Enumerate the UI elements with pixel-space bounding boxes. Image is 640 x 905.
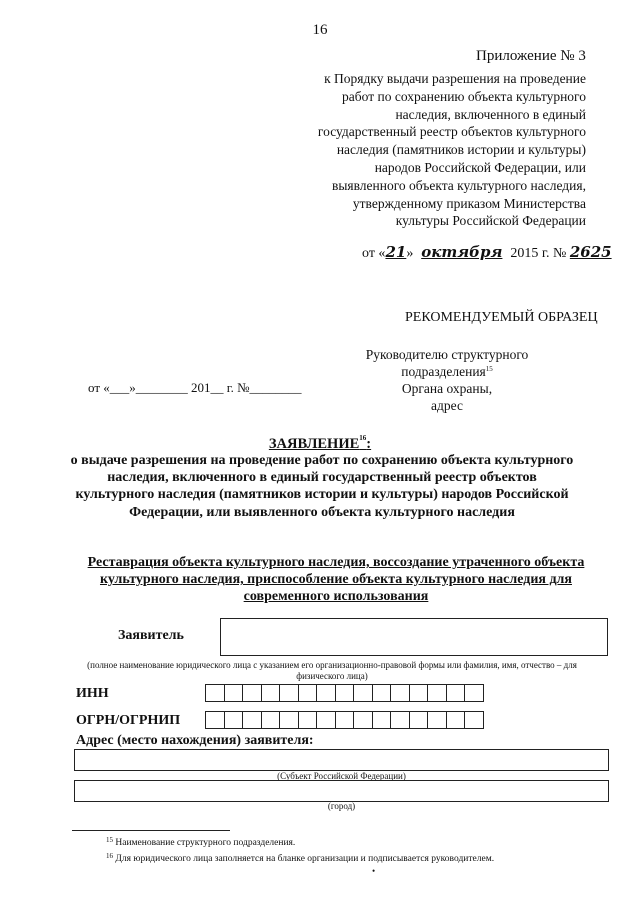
addressee-line2: подразделения: [401, 364, 486, 379]
inn-cell[interactable]: [224, 684, 244, 702]
footnote-ref-16: 16: [359, 434, 367, 442]
order-year-text: 2015 г. №: [510, 246, 567, 261]
ogrn-cell[interactable]: [372, 711, 392, 729]
footnote-ref-15: 15: [485, 365, 493, 373]
inn-cell[interactable]: [372, 684, 392, 702]
page-number: 16: [312, 22, 328, 38]
ogrn-cell[interactable]: [427, 711, 447, 729]
ogrn-cell[interactable]: [390, 711, 410, 729]
statement-title: ЗАЯВЛЕНИЕ$^{16}$:: [268, 434, 372, 452]
inn-cell[interactable]: [446, 684, 466, 702]
addressee-line4: адрес: [431, 398, 463, 413]
appendix-text: к Порядку выдачи разрешения на проведение работ по сохранению объекта культурного наследия, включенного в единый государственный реестр объектов культурного наследия (памятников истории и культуры) народов Российской Федерации, или выявленного объекта культурного наследия, утвержденному приказом Министерства культуры Российской Федерации: [317, 71, 586, 229]
footnote-15: $^{15}$ Наименование структурного подразделения.: [106, 836, 296, 848]
recommended-sample-label: РЕКОМЕНДУЕМЫЙ ОБРАЗЕЦ: [405, 310, 598, 325]
addressee-line1: Руководителю структурного: [365, 347, 529, 362]
inn-cell[interactable]: [353, 684, 373, 702]
addressee-line3: Органа охраны,: [401, 381, 493, 396]
inn-cell[interactable]: [409, 684, 429, 702]
ogrn-cell[interactable]: [242, 711, 262, 729]
from-date-line: от «___»________ 201__ г. №________: [88, 380, 302, 395]
footnote-16: $^{16}$ Для юридического лица заполняется на бланке организации и подписывается руководителем.: [106, 852, 495, 864]
page-mark-dot: •: [372, 866, 376, 876]
order-quote-close: »: [406, 246, 414, 261]
ogrn-cell[interactable]: [279, 711, 299, 729]
ogrn-cell[interactable]: [335, 711, 355, 729]
ogrn-label: ОГРН/ОГРНИП: [76, 713, 181, 728]
subject-field[interactable]: [74, 749, 609, 771]
inn-cell[interactable]: [427, 684, 447, 702]
inn-field[interactable]: [205, 684, 483, 702]
subject-hint: (Субъект Российской Федерации): [277, 771, 406, 781]
inn-cell[interactable]: [390, 684, 410, 702]
city-hint: (город): [327, 801, 356, 811]
ogrn-cell[interactable]: [224, 711, 244, 729]
ogrn-cell[interactable]: [205, 711, 225, 729]
appendix-title: Приложение № 3: [476, 48, 586, 64]
addressee-block: [352, 346, 542, 414]
order-month: октября: [421, 243, 503, 261]
applicant-address-label: Адрес (место нахождения) заявителя:: [76, 733, 314, 748]
ogrn-cell[interactable]: [446, 711, 466, 729]
work-type: Реставрация объекта культурного наследия, воссоздание утраченного объекта культурного наследия, приспособление объекта культурного наследия для современного использования: [87, 555, 585, 605]
order-day: 21: [385, 243, 407, 261]
inn-cell[interactable]: [205, 684, 225, 702]
inn-cell[interactable]: [335, 684, 355, 702]
city-field[interactable]: [74, 780, 609, 802]
inn-cell[interactable]: [261, 684, 281, 702]
inn-cell[interactable]: [464, 684, 484, 702]
order-prefix: от «: [362, 246, 386, 261]
ogrn-cell[interactable]: [298, 711, 318, 729]
ogrn-cell[interactable]: [261, 711, 281, 729]
inn-label: ИНН: [76, 686, 109, 701]
ogrn-cell[interactable]: [409, 711, 429, 729]
inn-cell[interactable]: [242, 684, 262, 702]
order-number: 2625: [569, 243, 612, 261]
footnote-divider: [72, 830, 230, 831]
ogrn-cell[interactable]: [316, 711, 336, 729]
inn-cell[interactable]: [298, 684, 318, 702]
applicant-label: Заявитель: [118, 628, 184, 643]
inn-cell[interactable]: [279, 684, 299, 702]
applicant-field[interactable]: [220, 618, 608, 656]
inn-cell[interactable]: [316, 684, 336, 702]
ogrn-field[interactable]: [205, 711, 483, 729]
ogrn-cell[interactable]: [464, 711, 484, 729]
statement-subtitle: о выдаче разрешения на проведение работ по сохранению объекта культурного наследия, включенного в единый государственный реестр объектов культурного наследия (памятников истории и культуры) народов Российской Федерации, или выявленного объекта культурного наследия: [70, 453, 574, 520]
ogrn-cell[interactable]: [353, 711, 373, 729]
applicant-hint: (полное наименование юридического лица с указанием его организационно-правовой формы или фамилия, имя, отчество – для физического лица): [87, 660, 577, 681]
order-date-line: [362, 243, 612, 262]
